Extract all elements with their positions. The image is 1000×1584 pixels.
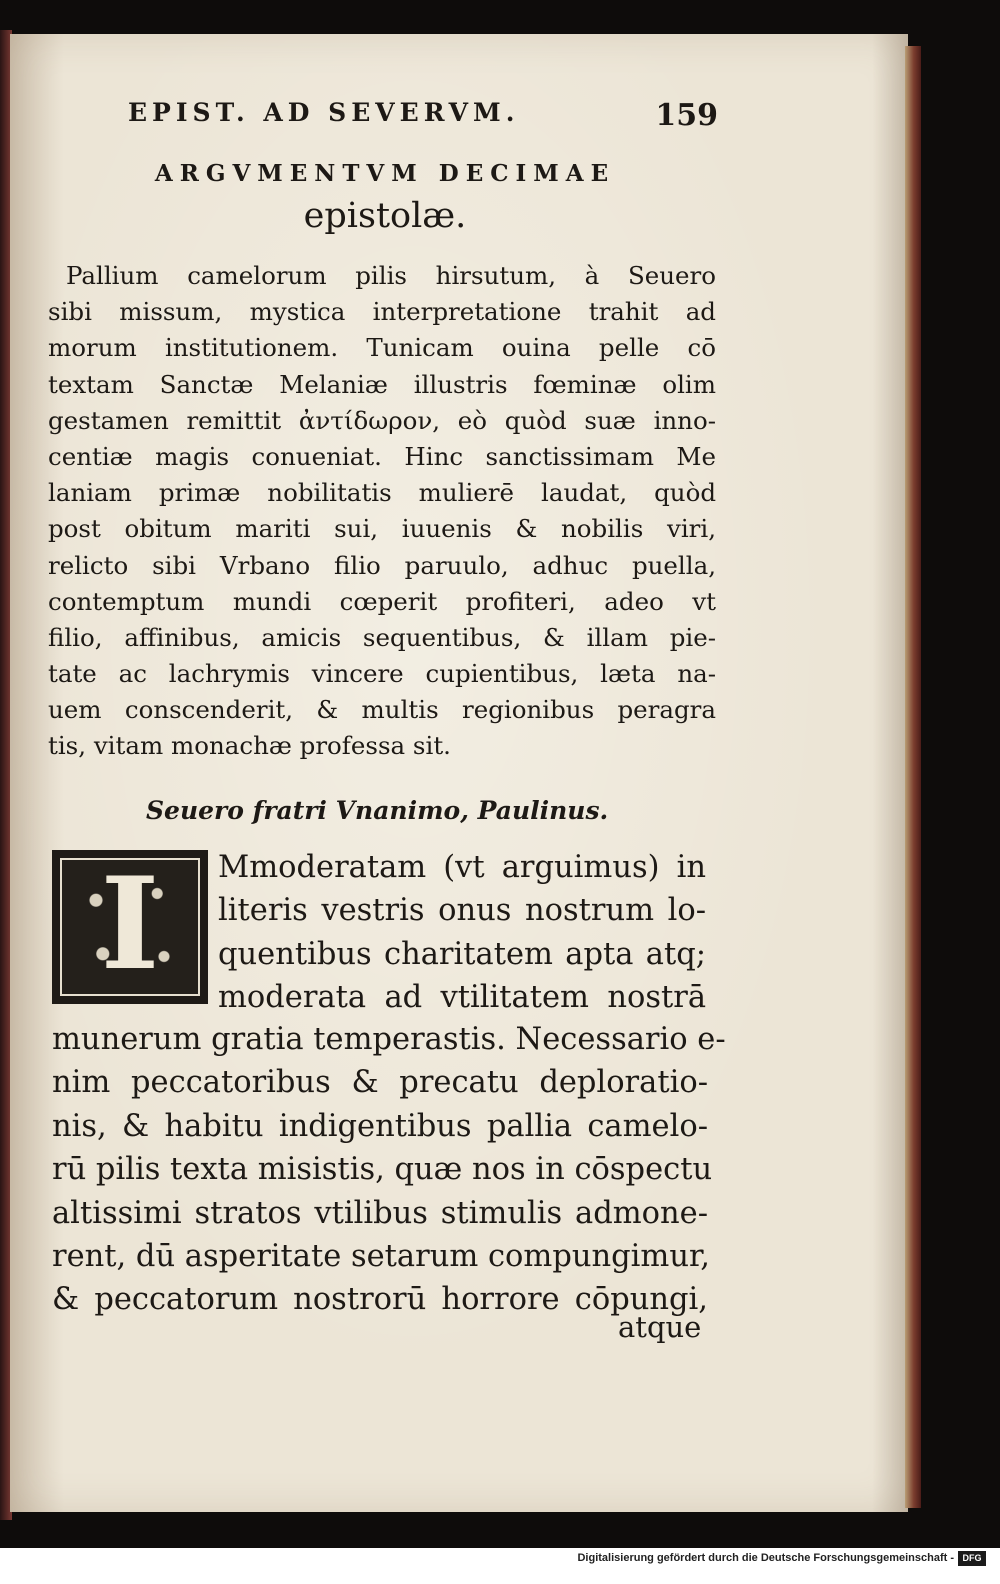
argument-subtitle: epistolæ.: [303, 196, 467, 236]
letter-line: literis vestris onus nostrum lo-: [218, 893, 706, 929]
letter-line: rū pilis texta misistis, quæ nos in cōspectu: [52, 1152, 713, 1188]
argument-line: contemptum mundi cœperit profiteri, adeo vt: [48, 586, 716, 616]
letter-line: rent, dū asperitate setarum compungimur,: [52, 1238, 710, 1274]
letter-opening: [218, 846, 706, 1020]
catchword: atque: [618, 1310, 702, 1344]
letter-line: nis, & habitu indigentibus pallia camelo-: [52, 1108, 708, 1144]
argument-line: sibi missum, mystica interpretatione trahit ad: [48, 297, 716, 327]
dfg-logo: DFG: [958, 1551, 986, 1566]
initial-letter: I: [100, 850, 160, 998]
argument-line: filio, affinibus, amicis sequentibus, & illam pie-: [48, 622, 716, 652]
letter-body: [52, 1018, 726, 1322]
running-head: [128, 98, 718, 133]
argument-line: tis, vitam monachæ professa sit.: [48, 731, 451, 761]
page-number: 159: [655, 98, 718, 133]
letter-line: altissimi stratos vtilibus stimulis admone-: [52, 1195, 708, 1231]
argument-line: uem conscenderit, & multis regionibus peragra: [48, 695, 716, 725]
argument-line: gestamen remittit ἀντίδωρον, eò quòd suæ inno-: [48, 405, 716, 435]
argument-line: textam Sanctæ Melaniæ illustris fœminæ olim: [48, 369, 716, 399]
argument-line: Pallium camelorum pilis hirsutum, à Seuero: [66, 261, 716, 290]
argument-line: relicto sibi Vrbano filio paruulo, adhuc puella,: [48, 550, 716, 580]
argument-line: laniam primæ nobilitatis mulierē laudat, quòd: [48, 478, 716, 508]
argument-title: ARGVMENTVM DECIMAE: [154, 160, 616, 187]
letter-line: nim peccatoribus & precatu deploratio-: [52, 1065, 708, 1101]
letter-line: quentibus charitatem apta atq;: [218, 936, 706, 972]
letter-line: moderata ad vtilitatem nostrā: [218, 980, 706, 1016]
book-edge-right: [905, 46, 921, 1508]
digitization-credit: Digitalisierung gefördert durch die Deutsche Forschungsgemeinschaft -: [577, 1552, 954, 1564]
argument-line: tate ac lachrymis vincere cupientibus, læta na-: [48, 659, 716, 689]
letter-line: munerum gratia temperastis. Necessario e-: [52, 1022, 726, 1057]
argument-body: [48, 258, 716, 765]
argument-line: morum institutionem. Tunicam ouina pelle cō: [48, 333, 716, 363]
letter-line: Mmoderatam (vt arguimus) in: [218, 850, 706, 885]
running-head-title: EPIST. AD SEVERVM.: [128, 98, 520, 127]
letter-salutation: Seuero fratri Vnanimo, Paulinus.: [146, 796, 609, 825]
decorated-initial: [52, 850, 208, 1004]
argument-line: centiæ magis conueniat. Hinc sanctissimam Me: [48, 441, 716, 471]
argument-line: post obitum mariti sui, iuuenis & nobilis viri,: [48, 514, 716, 544]
letter-line: & peccatorum nostrorū horrore cōpungi,: [52, 1282, 708, 1318]
